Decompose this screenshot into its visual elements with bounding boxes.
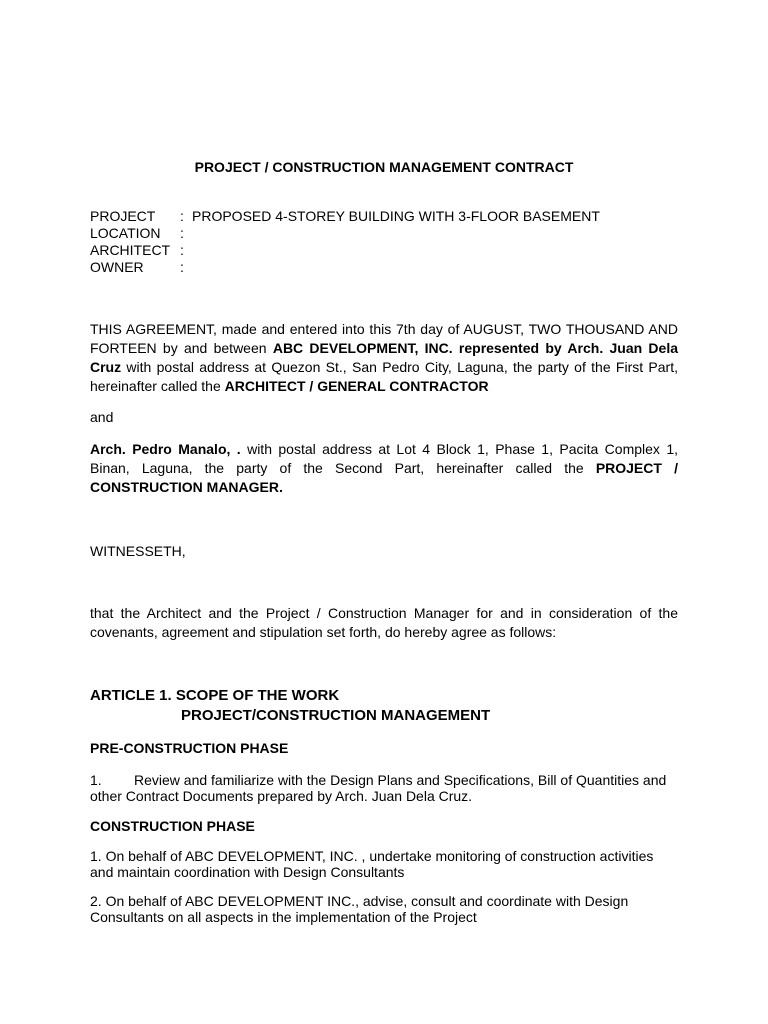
second-party-role: PROJECT / CONSTRUCTION MANAGER.: [90, 460, 678, 495]
article-heading: [90, 686, 490, 726]
agreement-text-2: with postal address at Quezon St., San Pedro City, Laguna, the party of the First Part, hereinafter called the: [90, 359, 678, 394]
second-party-paragraph: [90, 440, 678, 497]
info-colon: :: [180, 225, 184, 241]
info-label: LOCATION: [90, 225, 161, 241]
and-text: and: [90, 409, 114, 425]
project-info-block: [90, 208, 600, 276]
construction-item: 2. On behalf of ABC DEVELOPMENT INC., advise, consult and coordinate with Design Consultants on all aspects in the implementation of the Project: [90, 893, 629, 925]
construction-item: 1. On behalf of ABC DEVELOPMENT, INC. , undertake monitoring of construction activities and maintain coordination with Design Consultants: [90, 848, 654, 880]
article-subtitle: PROJECT/CONSTRUCTION MANAGEMENT: [181, 707, 491, 724]
info-colon: :: [180, 242, 184, 258]
info-row-owner: [90, 259, 600, 276]
consideration-paragraph: that the Architect and the Project / Construction Manager for and in consideration of the covenants, agreement and stipulation set forth, do hereby agree as follows:: [90, 605, 678, 640]
construction-phase-heading: CONSTRUCTION PHASE: [90, 818, 255, 834]
pre-construction-item: [90, 772, 678, 804]
contract-title: PROJECT / CONSTRUCTION MANAGEMENT CONTRACT: [194, 159, 574, 175]
info-row-location: [90, 225, 600, 242]
info-row-architect: [90, 242, 600, 259]
second-party-name: Arch. Pedro Manalo, .: [90, 441, 241, 457]
info-label: OWNER: [90, 259, 144, 275]
first-party-role: ARCHITECT / GENERAL CONTRACTOR: [224, 378, 489, 394]
witnesseth-text: WITNESSETH,: [90, 543, 186, 559]
first-party-name: ABC DEVELOPMENT, INC.: [272, 340, 453, 356]
article-title: ARTICLE 1. SCOPE OF THE WORK: [90, 687, 340, 704]
info-value: PROPOSED 4-STOREY BUILDING WITH 3-FLOOR BASEMENT: [192, 208, 600, 224]
item-text: Review and familiarize with the Design Plans and Specifications, Bill of Quantities and other Contract Documents prepared by Arch. Juan Dela Cruz.: [90, 772, 667, 804]
info-label: PROJECT: [90, 208, 156, 224]
agreement-text-1: THIS AGREEMENT, made and entered into this 7th day of AUGUST, TWO THOUSAND AND FORTEEN by and between: [90, 321, 678, 356]
pre-construction-heading: PRE-CONSTRUCTION PHASE: [90, 740, 289, 756]
info-row-project: [90, 208, 600, 225]
second-party-text: with postal address at Lot 4 Block 1, Phase 1, Pacita Complex 1, Binan, Laguna, the party of the Second Part, hereinafter called the: [90, 441, 678, 476]
info-colon: :: [180, 259, 184, 275]
info-label: ARCHITECT: [90, 242, 171, 258]
first-party-representative: represented by Arch. Juan Dela Cruz: [90, 340, 679, 375]
agreement-paragraph: [90, 320, 678, 396]
item-number: 1.: [90, 772, 102, 788]
info-colon: :: [180, 208, 184, 224]
